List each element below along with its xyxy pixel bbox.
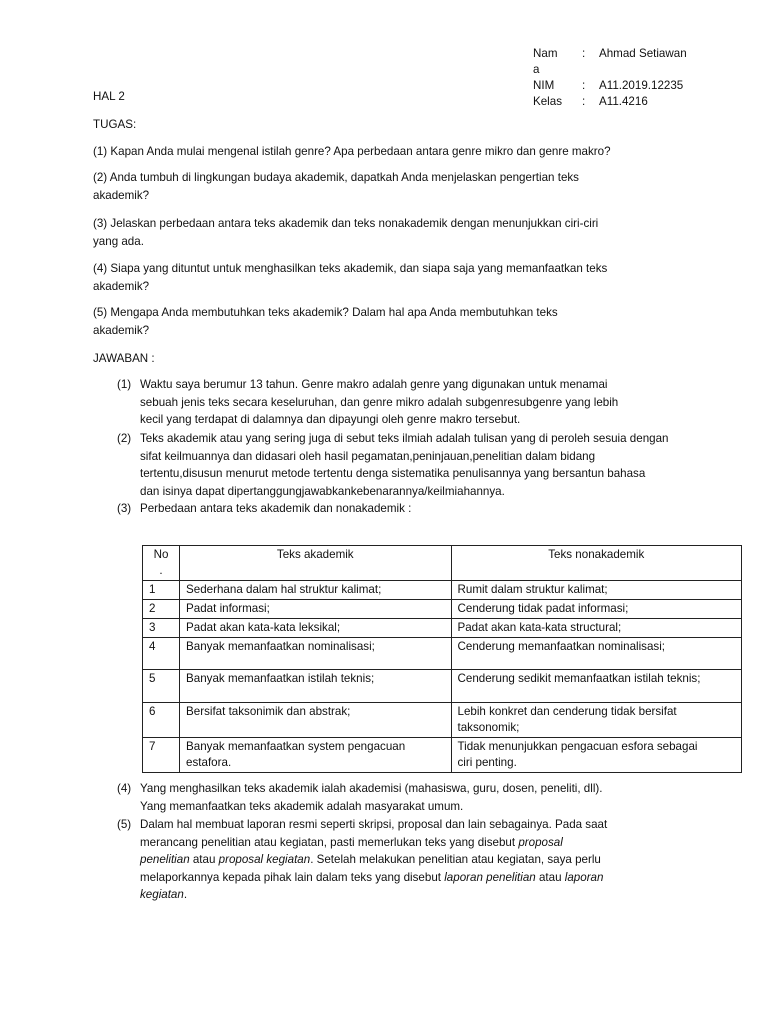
answer-line — [140, 851, 740, 869]
question-line: akademik? — [93, 188, 150, 202]
answer-text: atau — [189, 853, 219, 866]
name-colon: : — [582, 47, 586, 60]
table-row — [143, 581, 742, 600]
answer-line: Perbedaan antara teks akademik dan nonakademik : — [140, 502, 412, 515]
answer-number: (3) — [117, 502, 132, 515]
answer-line: dan isinya dapat dipertanggungjawabkankebenarannya/keilmiahannya. — [140, 484, 505, 498]
header-no-text-wrap: . — [159, 564, 163, 577]
cell-nonakademik: Cenderung memanfaatkan nominalisasi; — [451, 638, 742, 670]
header-no — [143, 546, 180, 581]
cell-nonakademik: Cenderung sedikit memanfaatkan istilah teknis; — [451, 670, 742, 703]
question-line: (2) Anda tumbuh di lingkungan budaya akademik, dapatkah Anda menjelaskan pengertian teks — [93, 171, 579, 184]
cell-no: 2 — [143, 600, 180, 619]
answer-line: Dalam hal membuat laporan resmi seperti skripsi, proposal dan lain sebagainya. Pada saat — [140, 818, 608, 831]
table-row — [143, 738, 742, 773]
table-row — [143, 619, 742, 638]
answer-text: . — [183, 888, 188, 901]
answer-line: Waktu saya berumur 13 tahun. Genre makro adalah genre yang digunakan untuk menamai — [140, 378, 608, 391]
answer-line: Yang memanfaatkan teks akademik adalah masyarakat umum. — [140, 799, 464, 813]
cell-nonakademik — [451, 703, 742, 738]
cell-no: 1 — [143, 581, 180, 600]
cell-akademik — [180, 738, 451, 773]
cell-no: 6 — [143, 703, 180, 738]
cell-no: 3 — [143, 619, 180, 638]
question-line: (3) Jelaskan perbedaan antara teks akademik dan teks nonakademik dengan menunjukkan ciri-ciri — [93, 217, 599, 230]
answer-text: melaporkannya kepada pihak lain dalam teks yang disebut — [140, 870, 445, 884]
answer-text: atau — [535, 870, 565, 884]
cell-akademik: Banyak memanfaatkan nominalisasi; — [180, 638, 451, 670]
answer-text: . Setelah melakukan penelitian atau kegiatan, saya perlu — [310, 853, 601, 866]
answer-emphasis: penelitian — [140, 853, 190, 866]
cell-akademik: Sederhana dalam hal struktur kalimat; — [180, 581, 451, 600]
question-line: (1) Kapan Anda mulai mengenal istilah genre? Apa perbedaan antara genre mikro dan genre makro? — [93, 145, 611, 158]
kelas-label: Kelas — [533, 95, 563, 108]
cell-nonakademik: Padat akan kata-kata structural; — [451, 619, 742, 638]
table-row — [143, 600, 742, 619]
cell-no: 7 — [143, 738, 180, 773]
answer-line: sebuah jenis teks secara keseluruhan, dan genre mikro adalah subgenresubgenre yang lebih — [140, 395, 619, 409]
cell-nonakademik: Rumit dalam struktur kalimat; — [451, 581, 742, 600]
cell-line: Tidak menunjukkan pengacuan esfora sebagai — [457, 740, 698, 753]
answer-emphasis: proposal kegiatan — [218, 853, 311, 866]
answer-line: Yang menghasilkan teks akademik ialah akademisi (mahasiswa, guru, dosen, peneliti, dll). — [140, 782, 603, 795]
cell-nonakademik: Cenderung tidak padat informasi; — [451, 600, 742, 619]
question-3 — [93, 215, 693, 250]
question-2 — [93, 169, 693, 204]
cell-no: 5 — [143, 670, 180, 703]
answer-number: (2) — [117, 432, 132, 445]
name-label: Nam — [533, 47, 558, 60]
answer-line: kecil yang terdapat di dalamnya dan dipayungi oleh genre makro tersebut. — [140, 413, 521, 426]
answer-number: (1) — [117, 378, 132, 391]
nim-colon: : — [582, 79, 586, 92]
name-value: Ahmad Setiawan — [599, 47, 687, 60]
cell-akademik: Padat akan kata-kata leksikal; — [180, 619, 451, 638]
nim-label: NIM — [533, 79, 555, 92]
answer-line — [140, 869, 740, 887]
table-header-row — [143, 546, 742, 581]
name-label-wrap: a — [533, 63, 540, 76]
table-row — [143, 670, 742, 703]
page-label: HAL 2 — [93, 90, 125, 103]
question-line: yang ada. — [93, 234, 144, 248]
cell-line: Banyak memanfaatkan system pengacuan — [186, 740, 406, 753]
comparison-table — [142, 545, 742, 773]
answer-number: (5) — [117, 818, 132, 831]
nim-value: A11.2019.12235 — [599, 79, 684, 92]
header-no-text: No — [153, 548, 169, 561]
table-row — [143, 703, 742, 738]
cell-line: ciri penting. — [457, 756, 517, 769]
tugas-title: TUGAS: — [93, 118, 137, 131]
answer-line — [140, 886, 740, 904]
answer-emphasis: laporan — [564, 870, 604, 884]
question-1 — [93, 143, 693, 161]
cell-no: 4 — [143, 638, 180, 670]
answer-line: sifat keilmuannya dan didasari oleh hasil pegamatan,peninjauan,penelitian dalam bidang — [140, 449, 596, 463]
question-line: akademik? — [93, 279, 150, 293]
cell-line: taksonomik; — [457, 721, 520, 734]
jawaban-title: JAWABAN : — [93, 352, 155, 365]
answer-line: tertentu,disusun menurut metode tertentu denga sistematika penulisannya yang bersantun bahasa — [140, 467, 646, 480]
question-line: akademik? — [93, 323, 150, 337]
answer-line — [140, 834, 740, 852]
question-5 — [93, 304, 693, 339]
cell-line: Lebih konkret dan cenderung tidak bersifat — [457, 705, 677, 718]
answer-text: merancang penelitian atau kegiatan, pasti memerlukan teks yang disebut — [140, 835, 519, 849]
answer-line: Teks akademik atau yang sering juga di sebut teks ilmiah adalah tulisan yang di peroleh sesuia dengan — [140, 432, 669, 445]
cell-akademik: Banyak memanfaatkan istilah teknis; — [180, 670, 451, 703]
kelas-value: A11.4216 — [599, 95, 648, 108]
cell-akademik: Bersifat taksonimik dan abstrak; — [180, 703, 451, 738]
cell-line: estafora. — [186, 756, 232, 769]
answer-emphasis: kegiatan — [140, 888, 184, 901]
question-line: (5) Mengapa Anda membutuhkan teks akademik? Dalam hal apa Anda membutuhkan teks — [93, 306, 558, 319]
header-akademik: Teks akademik — [180, 546, 451, 581]
answer-number: (4) — [117, 782, 132, 795]
table-row — [143, 638, 742, 670]
answer-emphasis: laporan penelitian — [444, 870, 536, 884]
question-line: (4) Siapa yang dituntut untuk menghasilkan teks akademik, dan siapa saja yang memanfaatkan teks — [93, 262, 608, 275]
question-4 — [93, 260, 693, 295]
header-nonakademik: Teks nonakademik — [451, 546, 742, 581]
kelas-colon: : — [582, 95, 586, 108]
cell-nonakademik — [451, 738, 742, 773]
cell-akademik: Padat informasi; — [180, 600, 451, 619]
answer-emphasis: proposal — [518, 835, 563, 849]
